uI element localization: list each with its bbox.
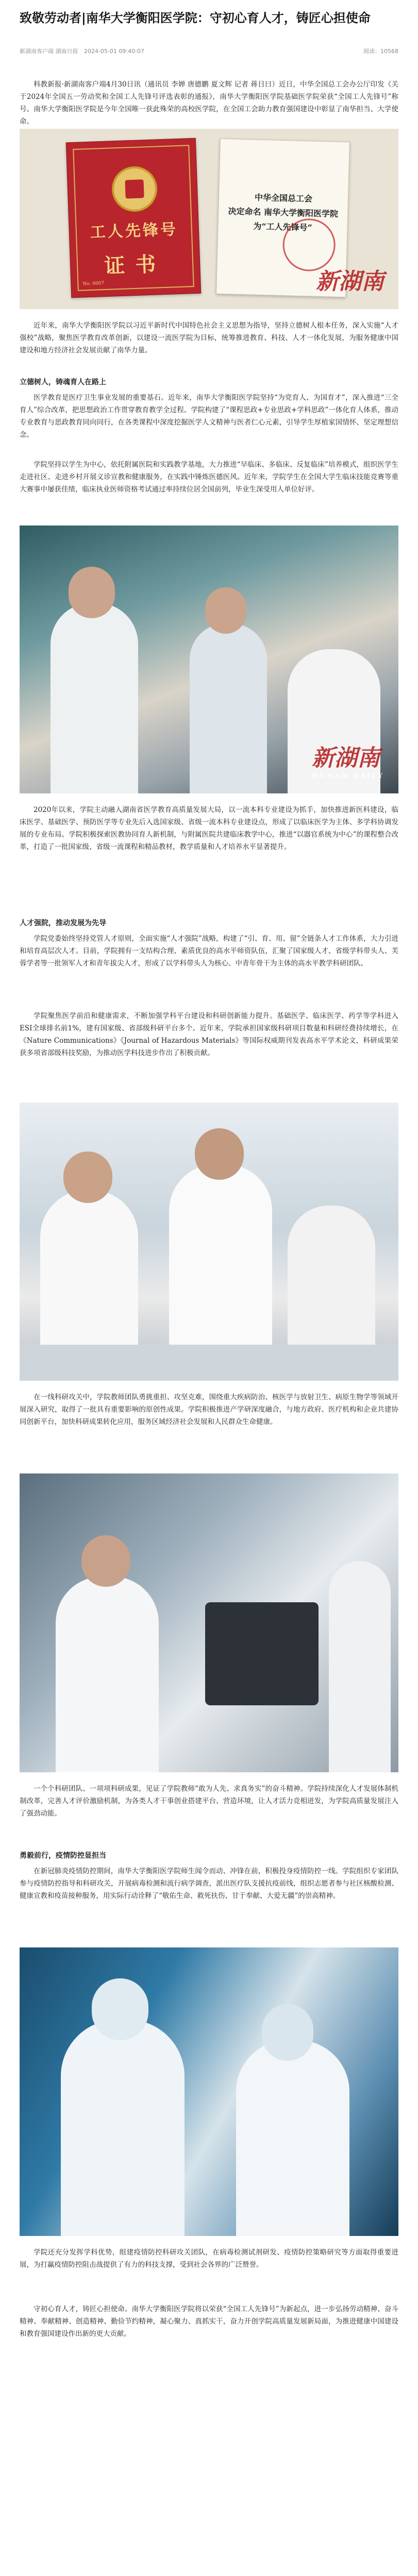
section-1-paragraph-2: 学院坚持以学生为中心，依托附属医院和实践教学基地，大力推进“早临床、多临床、反复临床”培养模式，组织医学生走进社区、走进乡村开展义诊宣教和健康服务，在实践中锤炼医德医风。近年来，学院学生在全国大学生临床技能竞赛等重大赛事中屡获佳绩，临床执业医师资格考试通过率持续位居全国前列，毕业生深受用人单位好评。 [20,461,398,494]
section-3-paragraph-3: 守初心育人才，铸匠心担使命。南华大学衡阳医学院将以荣获“全国工人先锋号”为新起点，进一步弘扬劳动精神、奋斗精神、奉献精神、创造精神、勤俭节约精神，凝心聚力、真抓实干，奋力开创学院高质量发展新局面，为推进健康中国建设和教育强国建设作出新的更大贡献。 [20,2305,398,2338]
certificate-number: No. 0007 [82,281,105,287]
photo-watermark: 新湖南 HUNAN DAILY [311,745,384,780]
meta-hits [363,47,398,56]
section-1-paragraph-1: 医学教育是医疗卫生事业发展的重要基石。近年来，南华大学衡阳医学院坚持“为党育人、为国育才”，深入推进“三全育人”综合改革，把思想政治工作贯穿教育教学全过程。学院构建了“课程思政+专业思政+学科思政”一体化育人体系，推动专业教育与思政教育同向同行，在各类课程中深度挖掘医学人文精神与医者仁心元素，引导学生厚植家国情怀、坚定理想信念。 [20,394,398,439]
meta-date: 2024-05-01 09:40:07 [84,48,144,55]
lab-photo-microscope [20,1473,398,1772]
hits-label: 阅读： [363,48,380,55]
meta-author: 新湖南客户端 湖南日报 [20,48,78,55]
certificate-photo [20,129,398,309]
certificate-word: 证书 [104,251,166,279]
section-2-paragraph-3: 在一线科研攻关中，学院教师团队勇挑重担、攻坚克难，围绕重大疾病防治、核医学与放射卫生、病原生物学等领域开展深入研究，取得了一批具有重要影响的原创性成果。学院积极推进产学研深度融合，与地方政府、医疗机构和企业共建协同创新平台，加快科研成果转化应用，服务区域经济社会发展和人民群众生命健康。 [20,1393,398,1426]
section-heading-2: 人才强院，推动发展为先导 [20,919,106,927]
intro-paragraph: 近年来，南华大学衡阳医学院以习近平新时代中国特色社会主义思想为指导，坚持立德树人根本任务，深入实施“人才强校”战略，聚焦医学教育改革创新，以建设一流医学院为目标，统筹推进教育、科技、人才一体化发展，为服务健康中国建设和地方经济社会发展贡献了南华力量。 [20,321,398,354]
certificate-cover [66,138,201,298]
article-title: 致敬劳动者|南华大学衡阳医学院：守初心育人才，铸匠心担使命 [20,11,371,25]
section-1-paragraph-3: 2020年以来，学院主动融入湖南省医学教育高质量发展大局，以一流本科专业建设为抓手，加快推进新医科建设，临床医学、基础医学、预防医学等专业先后入选国家级、省级一流本科专业建设点，形成了以临床医学为主体、多学科协调发展的专业布局。学院积极探索医教协同育人新机制，与附属医院共建临床教学中心，推进“以器官系统为中心”的课程整合改革，打造了一批国家级、省级一流课程和精品教材，教学质量和人才培养水平显著提升。 [20,806,398,851]
section-2-paragraph-1: 学院党委始终坚持党管人才原则，全面实施“人才强院”战略，构建了“引、育、用、留”全链条人才工作体系，大力引进和培育高层次人才。目前，学院拥有一支结构合理、素质优良的高水平师资队伍，汇聚了国家级人才、省级学科带头人、芙蓉学者等一批领军人才和青年拔尖人才，形成了以学科带头人为核心、中青年骨干为主体的高水平教学科研团队。 [20,935,398,968]
section-2-paragraph-4: 一个个科研团队、一项项科研成果，见证了学院教师“敢为人先、求真务实”的奋斗精神。学院持续深化人才发展体制机制改革，完善人才评价激励机制，为各类人才干事创业搭建平台、营造环境，让人才活力竞相迸发，为学院高质量发展注入了强劲动能。 [20,1785,398,1818]
section-heading-1: 立德树人，铸魂育人在路上 [20,378,106,386]
section-3-paragraph-1: 在新冠肺炎疫情防控期间，南华大学衡阳医学院师生闻令而动、冲锋在前，积极投身疫情防控一线。学院组织专家团队参与疫情防控指导和科研攻关，开展病毒检测和流行病学调查，派出医疗队支援抗疫前线，组织志愿者参与社区核酸检测、健康宣教和疫苗接种服务，用实际行动诠释了“敬佑生命、救死扶伤、甘于奉献、大爱无疆”的崇高精神。 [20,1867,398,1900]
certificate-name: 工人先锋号 [90,221,178,242]
hits-count: 10568 [380,48,398,55]
section-2-paragraph-2: 学院聚焦医学前沿和健康需求，不断加强学科平台建设和科研创新能力提升。基础医学、临床医学、药学等学科进入ESI全球排名前1%，建有国家级、省部级科研平台多个。近年来，学院承担国家级科研项目数量和科研经费持续增长，在《Nature Communications》《Journal of Hazardous Materials》等国际权威期刊发表高水平学术论文，科研成果荣获多项省部级科技奖励，为推动医学科技进步作出了积极贡献。 [20,1012,398,1057]
certificate-text: 中华全国总工会 决定命名 南华大学衡阳医学院 为“工人先锋号” [228,192,339,233]
lead-paragraph: 科教新报·新湖南客户端4月30日讯（通讯员 李婵 唐德鹏 夏文辉 记者 蒋日曰）近日，中华全国总工会办公厅印发《关于2024年全国五一劳动奖和全国工人先锋号评选表彰的通报》，南华大学衡阳医学院基础医学院荣获“全国工人先锋号”称号。南华大学衡阳医学院是今年全国唯一获此殊荣的高校医学院，在全国工会助力教育强国建设中彰显了南华担当、大学使命。 [20,80,398,126]
epidemic-photo [20,1947,398,2236]
lab-photo-students [20,526,398,793]
lab-photo-researchers [20,1103,398,1381]
section-heading-3: 勇毅前行，疫情防控显担当 [20,1852,106,1860]
article-meta [20,47,398,56]
photo-watermark: 新湖南 [316,268,384,295]
section-3-paragraph-2: 学院还充分发挥学科优势，组建疫情防控科研攻关团队，在病毒检测试剂研发、疫情防控策略研究等方面取得重要进展，为打赢疫情防控阻击战提供了有力的科技支撑，受到社会各界的广泛赞誉。 [20,2248,398,2269]
